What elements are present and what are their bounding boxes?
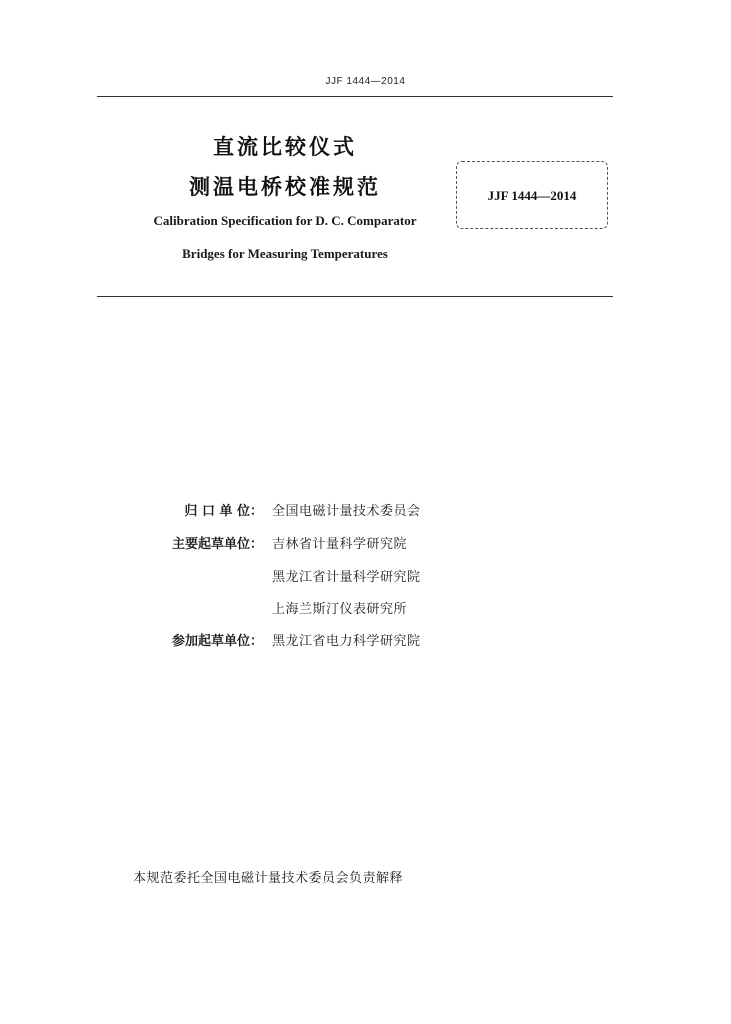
title-english-line-1: Calibration Specification for D. C. Comparator bbox=[153, 213, 417, 228]
main-drafting-label: 主要起草单位： bbox=[171, 537, 263, 552]
main-drafting-value-3: 上海兰斯汀仪表研究所 bbox=[272, 602, 408, 617]
bottom-divider bbox=[97, 296, 613, 297]
standard-code-box bbox=[456, 161, 608, 229]
title-chinese-line-1: 直流比较仪式 bbox=[213, 135, 357, 159]
interpretation-note: 本规范委托全国电磁计量技术委员会负责解释 bbox=[133, 871, 404, 886]
participating-drafting-label: 参加起草单位： bbox=[171, 634, 263, 649]
main-drafting-value-2: 黑龙江省计量科学研究院 bbox=[272, 570, 421, 585]
responsible-unit-value: 全国电磁计量技术委员会 bbox=[272, 504, 421, 519]
main-drafting-value-1: 吉林省计量科学研究院 bbox=[272, 537, 408, 552]
top-divider bbox=[97, 96, 613, 97]
participating-drafting-value: 黑龙江省电力科学研究院 bbox=[272, 634, 421, 649]
header-standard-code: JJF 1444—2014 bbox=[325, 76, 406, 87]
standard-code-box-text: JJF 1444—2014 bbox=[487, 188, 577, 203]
title-english-line-2: Bridges for Measuring Temperatures bbox=[182, 246, 388, 261]
title-chinese-line-2: 测温电桥校准规范 bbox=[189, 175, 381, 199]
responsible-unit-label: 归 口 单 位： bbox=[184, 504, 263, 519]
